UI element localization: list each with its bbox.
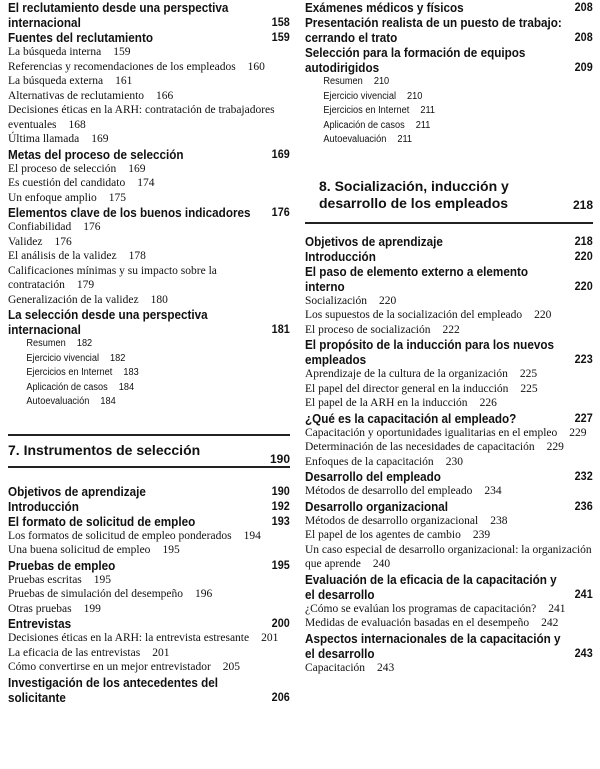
toc-entry-title: Los formatos de solicitud de empleo ponderados — [8, 529, 232, 542]
toc-entry-page: 161 — [115, 75, 133, 87]
toc-section — [305, 234, 593, 676]
toc-entry-page: 225 — [520, 382, 538, 395]
chapter-title: 7. Instrumentos de selección — [8, 441, 201, 458]
toc-entry — [8, 45, 290, 60]
toc-entry-page: 238 — [490, 514, 508, 527]
toc-entry-page: 240 — [372, 558, 391, 570]
toc-entry — [8, 543, 290, 558]
toc-entry-title: El papel de los agentes de cambio — [305, 529, 461, 541]
toc-entry-title: Última llamada — [8, 133, 80, 145]
toc-entry-page: 220 — [378, 294, 397, 307]
toc-entry-page: 200 — [271, 616, 290, 630]
toc-entry-page: 195 — [93, 573, 112, 586]
toc-entry-title: Objetivos de aprendizaje — [8, 483, 146, 499]
toc-section — [8, 0, 290, 410]
toc-entry-title: El proceso de selección — [8, 162, 117, 175]
toc-entry-page: 243 — [377, 661, 395, 674]
toc-entry-title: El formato de solicitud de empleo — [8, 513, 196, 529]
toc-entry-page: 206 — [271, 689, 290, 704]
toc-entry-page: 211 — [415, 119, 431, 131]
toc-entry — [8, 484, 290, 499]
toc-entry-title: Capacitación — [305, 661, 366, 674]
toc-entry-page: 229 — [546, 441, 564, 453]
toc-entry — [8, 675, 290, 705]
toc-entry-title: La búsqueda externa — [8, 75, 104, 87]
toc-entry — [305, 133, 570, 148]
toc-entry-page: 169 — [91, 133, 109, 145]
toc-entry-title: Desarrollo organizacional — [305, 498, 449, 514]
toc-entry — [305, 572, 593, 602]
toc-entry-page: 242 — [541, 617, 559, 629]
toc-entry-title: Ejercicios en Internet — [26, 367, 113, 378]
toc-entry — [8, 514, 290, 529]
toc-entry-title: Introducción — [305, 248, 376, 264]
toc-entry — [305, 294, 593, 309]
toc-entry-title: Aprendizaje de la cultura de la organización — [305, 368, 508, 380]
toc-entry-page: 208 — [574, 30, 593, 44]
toc-entry — [305, 469, 593, 484]
toc-entry-title: Presentación realista de un puesto de trabajo: cerrando el trato — [305, 15, 562, 45]
toc-entry-title: El papel del director general en la inducción — [305, 382, 509, 395]
toc-entry-title: Metas del proceso de selección — [8, 146, 184, 162]
toc-entry — [8, 337, 267, 352]
toc-entry-page: 158 — [271, 15, 290, 29]
toc-entry-title: Investigación de los antecedentes del solicitante — [8, 674, 219, 705]
toc-entry — [8, 147, 290, 162]
toc-entry-page: 190 — [271, 483, 290, 498]
toc-entry-page: 230 — [445, 455, 463, 468]
toc-entry — [8, 381, 267, 396]
toc-entry-page: 236 — [574, 498, 593, 513]
toc-entry — [305, 0, 593, 15]
toc-entry-page: 195 — [162, 544, 180, 556]
toc-entry — [305, 323, 593, 338]
toc-entry-page: 226 — [479, 397, 497, 409]
toc-entry — [8, 352, 267, 367]
toc-entry-page: 195 — [271, 557, 290, 572]
toc-entry-page: 223 — [574, 352, 593, 366]
toc-entry-title: Ejercicios en Internet — [323, 105, 410, 116]
toc-entry-title: Decisiones éticas en la ARH: la entrevista estresante — [8, 632, 250, 644]
toc-entry-page: 178 — [128, 250, 146, 262]
toc-entry — [305, 514, 593, 529]
toc-entry-title: Generalización de la validez — [8, 293, 139, 306]
toc-entry-page: 169 — [271, 146, 290, 161]
toc-entry — [305, 308, 593, 323]
toc-entry — [8, 660, 290, 675]
toc-entry-title: Otras pruebas — [8, 602, 72, 615]
toc-entry-title: Autoevaluación — [323, 134, 387, 145]
toc-entry — [8, 191, 290, 206]
toc-entry-title: Evaluación de la eficacia de la capacitación y el desarrollo — [305, 571, 557, 602]
toc-entry-title: Decisiones éticas en la ARH: contratación de trabajadores eventuales — [8, 104, 275, 131]
toc-entry-title: Entrevistas — [8, 616, 72, 631]
toc-entry — [305, 631, 593, 661]
toc-entry — [8, 293, 290, 308]
toc-entry — [8, 499, 290, 514]
toc-entry-title: Calificaciones mínimas y su impacto sobre la contratación — [8, 264, 217, 291]
toc-entry — [305, 264, 593, 294]
toc-entry-page: 176 — [54, 235, 72, 248]
chapter-title: 8. Socialización, inducción y desarrollo de los empleados — [319, 177, 509, 211]
toc-entry-title: ¿Qué es la capacitación al empleado? — [305, 410, 517, 426]
toc-entry-title: Determinación de las necesidades de capacitación — [305, 441, 535, 453]
toc-entry-page: 160 — [247, 60, 265, 73]
toc-entry-page: 227 — [574, 410, 593, 425]
toc-entry-page: 159 — [113, 46, 131, 58]
toc-entry-title: Es cuestión del candidato — [8, 177, 126, 189]
toc-entry — [8, 307, 290, 337]
toc-entry-title: Socialización — [305, 294, 367, 307]
toc-entry-page: 192 — [271, 498, 290, 513]
toc-entry — [305, 426, 593, 441]
toc-entry-page: 179 — [76, 279, 95, 291]
toc-entry-page: 174 — [137, 177, 155, 189]
toc-entry-title: Pruebas de simulación del desempeño — [8, 588, 184, 600]
toc-entry-page: 211 — [397, 134, 413, 145]
toc-entry-title: El propósito de la inducción para los nuevos empleados — [305, 337, 554, 367]
toc-entry-page: 210 — [373, 76, 390, 87]
toc-entry — [305, 528, 593, 543]
toc-entry — [8, 573, 290, 588]
toc-entry-title: El reclutamiento desde una perspectiva internacional — [8, 0, 229, 30]
toc-entry-title: Desarrollo del empleado — [305, 469, 441, 484]
toc-left-column — [8, 0, 290, 705]
toc-entry — [305, 104, 570, 119]
toc-entry-page: 196 — [195, 588, 213, 600]
toc-entry-page: 184 — [118, 381, 135, 393]
toc-entry-page: 220 — [574, 248, 593, 263]
toc-entry — [8, 529, 290, 544]
toc-entry-title: Capacitación y oportunidades igualitarias en el empleo — [305, 426, 558, 439]
toc-entry — [8, 631, 290, 646]
toc-entry — [8, 558, 290, 573]
toc-entry-title: Exámenes médicos y físicos — [305, 0, 464, 15]
toc-entry — [305, 234, 593, 249]
toc-entry-page: 183 — [123, 367, 139, 378]
toc-entry — [305, 367, 593, 382]
toc-entry — [8, 616, 290, 631]
toc-entry-page: 184 — [100, 396, 116, 407]
toc-entry-title: Fuentes del reclutamiento — [8, 30, 153, 45]
toc-entry — [8, 249, 290, 264]
toc-section — [305, 0, 593, 148]
toc-entry — [8, 132, 290, 147]
toc-entry — [8, 235, 290, 250]
toc-entry-title: Pruebas escritas — [8, 573, 82, 586]
toc-entry-page: 193 — [271, 513, 290, 528]
toc-entry-title: Aplicación de casos — [26, 381, 108, 393]
toc-entry-title: Una buena solicitud de empleo — [8, 544, 151, 556]
toc-entry-title: Aplicación de casos — [323, 119, 405, 131]
toc-entry-title: Introducción — [8, 498, 79, 514]
toc-entry-page: 239 — [472, 529, 491, 541]
toc-entry-title: Aspectos internacionales de la capacitación y el desarrollo — [305, 630, 561, 661]
toc-entry — [305, 90, 570, 105]
chapter-heading — [305, 178, 593, 212]
toc-entry-page: 210 — [407, 90, 423, 102]
toc-entry — [8, 602, 290, 617]
toc-entry-page: 159 — [271, 30, 290, 44]
toc-entry — [8, 220, 290, 235]
toc-entry-page: 199 — [83, 602, 101, 615]
toc-entry — [8, 646, 290, 661]
toc-entry-title: Selección para la formación de equipos autodirigidos — [305, 45, 526, 75]
toc-entry — [8, 60, 290, 75]
toc-entry-title: Métodos de desarrollo organizacional — [305, 514, 479, 527]
toc-entry-page: 234 — [484, 485, 502, 497]
toc-entry-page: 205 — [222, 661, 241, 673]
toc-entry — [305, 440, 593, 455]
toc-entry — [8, 587, 290, 602]
toc-entry-page: 209 — [574, 60, 593, 74]
toc-entry-title: Pruebas de empleo — [8, 557, 116, 573]
toc-entry — [8, 0, 290, 30]
toc-entry-title: Autoevaluación — [26, 396, 90, 407]
toc-entry — [8, 89, 290, 104]
toc-entry — [305, 119, 570, 134]
toc-entry-page: 182 — [110, 352, 126, 364]
toc-entry-page: 180 — [150, 293, 168, 306]
toc-entry-title: Ejercicio vivencial — [26, 352, 100, 364]
toc-entry-title: Los supuestos de la socialización del empleado — [305, 309, 523, 321]
toc-entry-page: 232 — [574, 469, 593, 483]
toc-entry-page: 168 — [68, 118, 86, 131]
toc-entry-title: Medidas de evaluación basadas en el desempeño — [305, 617, 530, 629]
toc-entry-title: Resumen — [26, 338, 66, 349]
toc-entry — [305, 661, 593, 676]
toc-entry-page: 241 — [548, 602, 566, 615]
toc-entry — [8, 103, 290, 132]
toc-entry-page: 211 — [420, 105, 436, 116]
toc-entry-page: 208 — [574, 0, 593, 14]
toc-entry-page: 229 — [569, 426, 587, 439]
toc-entry — [8, 366, 267, 381]
toc-entry-title: Confiabilidad — [8, 221, 72, 233]
toc-entry-title: El paso de elemento externo a elemento interno — [305, 263, 529, 294]
toc-entry — [305, 15, 593, 45]
chapter-page: 190 — [269, 451, 290, 466]
toc-entry-page: 176 — [271, 205, 290, 219]
toc-entry-page: 218 — [574, 233, 593, 248]
toc-entry — [305, 455, 593, 470]
toc-entry — [8, 162, 290, 177]
toc-entry-page: 220 — [534, 309, 552, 321]
toc-entry-page: 201 — [261, 632, 279, 644]
toc-entry — [8, 205, 290, 220]
toc-entry-page: 181 — [271, 322, 290, 336]
toc-section — [8, 484, 290, 705]
toc-entry-title: ¿Cómo se evalúan los programas de capacitación? — [305, 602, 537, 615]
toc-entry — [305, 602, 593, 617]
toc-entry-title: Validez — [8, 235, 43, 248]
toc-right-column — [305, 0, 593, 675]
toc-entry-title: Un caso especial de desarrollo organizacional: la organización que aprende — [305, 543, 592, 570]
toc-entry — [8, 74, 290, 89]
chapter-page: 218 — [572, 197, 593, 212]
toc-entry — [305, 337, 593, 367]
toc-entry-page: 201 — [152, 646, 170, 659]
toc-entry-title: El papel de la ARH en la inducción — [305, 397, 468, 409]
toc-entry — [305, 543, 593, 572]
toc-entry-title: Resumen — [323, 76, 363, 87]
toc-entry-title: La búsqueda interna — [8, 46, 102, 58]
toc-entry-title: Alternativas de reclutamiento — [8, 89, 145, 102]
toc-entry — [8, 30, 290, 45]
toc-entry-title: Métodos de desarrollo del empleado — [305, 485, 473, 497]
toc-entry — [305, 382, 593, 397]
chapter-heading — [8, 434, 290, 468]
toc-entry-title: Referencias y recomendaciones de los empleados — [8, 60, 236, 73]
toc-entry — [8, 395, 267, 410]
toc-entry-page: 182 — [76, 338, 93, 349]
toc-entry — [305, 499, 593, 514]
toc-entry-page: 194 — [243, 529, 261, 542]
toc-entry — [8, 264, 290, 293]
toc-entry — [305, 411, 593, 426]
toc-entry-page: 241 — [574, 586, 593, 601]
toc-entry-title: El análisis de la validez — [8, 250, 117, 262]
toc-entry — [305, 616, 593, 631]
toc-entry-title: La eficacia de las entrevistas — [8, 646, 141, 659]
toc-entry-title: Enfoques de la capacitación — [305, 455, 434, 468]
toc-entry — [305, 396, 593, 411]
toc-entry — [8, 176, 290, 191]
toc-entry-title: Cómo convertirse en un mejor entrevistador — [8, 661, 211, 673]
toc-entry-title: Objetivos de aprendizaje — [305, 233, 443, 249]
toc-entry-page: 176 — [83, 221, 101, 233]
toc-entry-page: 175 — [108, 191, 127, 204]
toc-entry — [305, 75, 570, 90]
toc-entry-page: 243 — [574, 645, 593, 660]
toc-entry-title: Ejercicio vivencial — [323, 90, 397, 102]
toc-entry-page: 222 — [442, 323, 460, 336]
toc-entry-title: Un enfoque amplio — [8, 191, 97, 204]
toc-entry — [305, 249, 593, 264]
toc-entry-page: 169 — [128, 162, 146, 175]
toc-entry-page: 220 — [574, 278, 593, 293]
toc-entry-title: La selección desde una perspectiva internacional — [8, 307, 208, 337]
toc-entry — [305, 484, 593, 499]
toc-entry-page: 166 — [156, 89, 174, 102]
toc-entry-title: Elementos clave de los buenos indicadores — [8, 205, 251, 220]
toc-entry-title: El proceso de socialización — [305, 323, 431, 336]
toc-entry-page: 225 — [519, 368, 538, 380]
toc-entry — [305, 45, 593, 75]
